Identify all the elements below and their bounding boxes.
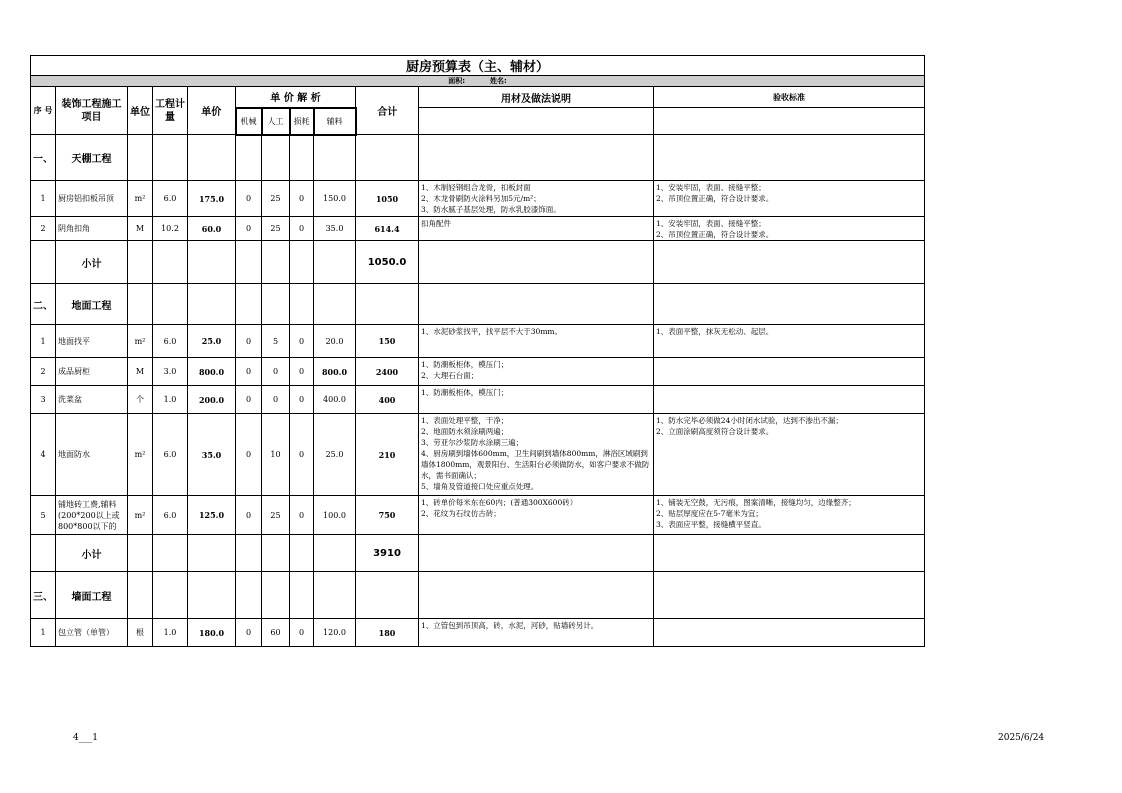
table-row [31,217,925,241]
header-labor: 人工 [262,108,290,135]
item-price: 60.0 [188,217,236,241]
item-price: 200.0 [188,386,236,414]
subtotal-blank-4 [262,241,290,284]
section-blank-6 [314,572,356,619]
table-row [31,386,925,414]
title-row [31,56,925,76]
item-qty: 1.0 [153,619,188,647]
item-aux: 35.0 [314,217,356,241]
item-loss: 0 [290,414,314,496]
item-name: 成品厨柜 [56,358,128,386]
item-aux: 150.0 [314,181,356,217]
section-number: 三、 [31,572,56,619]
item-acceptance [654,358,925,386]
item-price: 35.0 [188,414,236,496]
item-qty: 6.0 [153,414,188,496]
section-blank-7 [356,135,419,181]
item-price: 180.0 [188,619,236,647]
item-total: 400 [356,386,419,414]
item-name: 阴角扣角 [56,217,128,241]
item-total: 210 [356,414,419,496]
section-blank-1 [153,284,188,325]
item-price: 175.0 [188,181,236,217]
section-blank-4 [262,135,290,181]
description-line: 2、地面防水须涂刷两遍； [421,427,509,436]
row-number: 2 [31,217,56,241]
info-row [31,76,925,87]
acceptance-line: 1、防水完毕必须做24小时闭水试验，达到不渗出不漏； [656,416,843,425]
item-price: 125.0 [188,496,236,535]
acceptance-line: 1、表面平整，抹灰无松动、起层。 [656,327,774,336]
budget-table [30,55,925,647]
description-line: 3、劳亚尔沙浆防水涂刷三遍； [421,438,524,447]
description-line: 2、大理石台面； [421,371,479,380]
item-loss: 0 [290,386,314,414]
item-description [419,325,654,358]
section-blank-3 [236,284,262,325]
description-line: 扣角配件 [421,219,451,228]
item-unit: m² [128,496,153,535]
subtotal-row [31,535,925,572]
subtotal-value: 3910 [356,535,419,572]
subtotal-blank-no [31,241,56,284]
description-line: 5、墙角及管道接口处应重点处理。 [421,482,539,491]
section-blank-7 [356,572,419,619]
section-blank-4 [262,284,290,325]
item-loss: 0 [290,217,314,241]
row-number: 1 [31,181,56,217]
section-blank-2 [188,284,236,325]
subtotal-blank-4 [262,535,290,572]
description-line: 1、木制轻钢组合龙骨，扣板封面 [421,183,531,192]
item-qty: 6.0 [153,496,188,535]
item-qty: 6.0 [153,181,188,217]
section-blank-1 [153,572,188,619]
section-number: 一、 [31,135,56,181]
description-line: 1、立管包到吊顶高，砖，水泥，河砂，贴墙砖另计。 [421,621,599,630]
section-title: 地面工程 [56,284,128,325]
row-number: 2 [31,358,56,386]
subtotal-value: 1050.0 [356,241,419,284]
page-number: 4___1 [73,733,98,743]
item-aux: 25.0 [314,414,356,496]
item-description [419,217,654,241]
item-total: 180 [356,619,419,647]
row-number: 5 [31,496,56,535]
header-aux: 辅料 [314,108,356,135]
section-blank-3 [236,572,262,619]
table-row [31,414,925,496]
header-qty: 工程计量 [153,87,188,135]
item-labor: 0 [262,386,290,414]
section-header-row [31,284,925,325]
item-unit: M [128,358,153,386]
subtotal-blank-6 [314,535,356,572]
section-blank-9 [654,572,925,619]
section-blank-2 [188,572,236,619]
subtotal-tail-blank-1 [654,535,925,572]
item-unit: 个 [128,386,153,414]
section-blank-9 [654,284,925,325]
subtotal-row [31,241,925,284]
item-loss: 0 [290,496,314,535]
subtotal-blank-3 [236,241,262,284]
item-acceptance [654,619,925,647]
subtotal-label: 小计 [56,241,128,284]
section-number: 二、 [31,284,56,325]
item-qty: 10.2 [153,217,188,241]
item-name: 地面防水 [56,414,128,496]
row-number: 4 [31,414,56,496]
acceptance-line: 2、吊顶位置正确，符合设计要求。 [656,230,774,239]
section-blank-6 [314,284,356,325]
acceptance-line: 2、吊顶位置正确，符合设计要求。 [656,194,774,203]
row-number: 1 [31,325,56,358]
subtotal-blank-3 [236,535,262,572]
section-blank-8 [419,284,654,325]
sheet-title: 厨房预算表（主、辅材） [31,56,925,76]
item-labor: 25 [262,217,290,241]
info-cell [31,76,925,87]
section-blank-4 [262,572,290,619]
item-machine: 0 [236,217,262,241]
table-row [31,358,925,386]
header-no: 序 号 [31,87,56,135]
description-line: 2、花纹为石纹仿古砖； [421,509,501,518]
item-machine: 0 [236,414,262,496]
header-price: 单价 [188,87,236,135]
acceptance-line: 1、安装牢固，表面、接缝平整； [656,183,766,192]
section-blank-6 [314,135,356,181]
description-line: 1、表面处理平整，干净； [421,416,509,425]
description-line: 2、木龙骨刷防火涂料另加5元/m²； [421,194,541,203]
subtotal-blank-5 [290,535,314,572]
item-description [419,619,654,647]
item-loss: 0 [290,358,314,386]
header-desc-blank [419,108,654,135]
section-blank-0 [128,135,153,181]
description-line: 3、防水腻子基层处理，防水乳胶漆饰面。 [421,205,561,214]
description-line: 1、水泥砂浆找平，找平层不大于30mm。 [421,327,563,336]
table-row [31,325,925,358]
section-blank-0 [128,572,153,619]
item-description [419,414,654,496]
item-aux: 400.0 [314,386,356,414]
item-loss: 0 [290,619,314,647]
item-name: 铺地砖工费,辅料(200*200以上或800*800以下的 [56,496,128,535]
subtotal-blank-1 [153,535,188,572]
item-acceptance [654,325,925,358]
description-line: 4、厨房刷到墙体600mm，卫生间刷到墙体800mm，淋浴区域刷到墙体1800mm，观景阳台、生活阳台必须做防水，如客户要求不做防水，需书面确认； [421,449,650,480]
header-total: 合计 [356,87,419,135]
item-labor: 25 [262,496,290,535]
item-unit: m² [128,414,153,496]
subtotal-blank-1 [153,241,188,284]
acceptance-line: 1、安装牢固，表面、接缝平整； [656,219,766,228]
item-machine: 0 [236,619,262,647]
subtotal-tail-blank-1 [654,241,925,284]
section-header-row [31,572,925,619]
subtotal-blank-0 [128,535,153,572]
print-date: 2025/6/24 [998,733,1045,743]
item-total: 614.4 [356,217,419,241]
item-labor: 25 [262,181,290,217]
area-label: 面积: [448,77,466,85]
item-acceptance [654,181,925,217]
subtotal-blank-0 [128,241,153,284]
section-blank-1 [153,135,188,181]
item-total: 2400 [356,358,419,386]
header-row-1 [31,87,925,108]
section-title: 天棚工程 [56,135,128,181]
item-description [419,386,654,414]
acceptance-line: 3、表面应平整，接缝横平竖直。 [656,520,766,529]
table-row [31,619,925,647]
section-blank-8 [419,572,654,619]
item-qty: 1.0 [153,386,188,414]
subtotal-label: 小计 [56,535,128,572]
description-line: 1、砖单价每米东在60内；(普通300X600砖） [421,498,578,507]
item-labor: 5 [262,325,290,358]
header-loss: 损耗 [290,108,314,135]
item-labor: 0 [262,358,290,386]
item-name: 地面找平 [56,325,128,358]
table-row [31,496,925,535]
item-acceptance [654,386,925,414]
item-aux: 20.0 [314,325,356,358]
item-machine: 0 [236,358,262,386]
section-blank-2 [188,135,236,181]
item-total: 750 [356,496,419,535]
subtotal-tail-blank-0 [419,241,654,284]
description-line: 1、防潮板柜体，模压门； [421,360,509,369]
item-total: 1050 [356,181,419,217]
acceptance-line: 2、贴层厚度应在5-7毫米为宜； [656,509,763,518]
header-accept: 验收标准 [654,87,925,108]
item-aux: 120.0 [314,619,356,647]
header-machine: 机械 [236,108,262,135]
item-acceptance [654,496,925,535]
item-price: 800.0 [188,358,236,386]
item-unit: m² [128,181,153,217]
item-loss: 0 [290,181,314,217]
item-name: 厨房铝扣板吊顶 [56,181,128,217]
header-desc: 用材及做法说明 [419,87,654,108]
table-row [31,181,925,217]
row-number: 3 [31,386,56,414]
section-blank-5 [290,572,314,619]
section-blank-5 [290,284,314,325]
item-price: 25.0 [188,325,236,358]
subtotal-blank-no [31,535,56,572]
section-blank-0 [128,284,153,325]
section-title: 墙面工程 [56,572,128,619]
subtotal-blank-5 [290,241,314,284]
item-unit: m² [128,325,153,358]
section-blank-3 [236,135,262,181]
subtotal-tail-blank-0 [419,535,654,572]
section-header-row [31,135,925,181]
header-unit: 单位 [128,87,153,135]
item-description [419,358,654,386]
subtotal-blank-2 [188,535,236,572]
item-machine: 0 [236,496,262,535]
header-project: 装饰工程施工项目 [56,87,128,135]
item-machine: 0 [236,325,262,358]
item-name: 包立管（单管） [56,619,128,647]
name-label: 姓名: [489,77,507,85]
item-unit: M [128,217,153,241]
section-blank-9 [654,135,925,181]
item-machine: 0 [236,386,262,414]
item-qty: 3.0 [153,358,188,386]
subtotal-blank-2 [188,241,236,284]
section-blank-8 [419,135,654,181]
subtotal-blank-6 [314,241,356,284]
item-name: 洗菜盆 [56,386,128,414]
acceptance-line: 2、立面涂刷高度须符合设计要求。 [656,427,774,436]
item-loss: 0 [290,325,314,358]
item-labor: 10 [262,414,290,496]
item-acceptance [654,217,925,241]
item-aux: 100.0 [314,496,356,535]
section-blank-7 [356,284,419,325]
item-machine: 0 [236,181,262,217]
item-labor: 60 [262,619,290,647]
item-aux: 800.0 [314,358,356,386]
header-accept-blank [654,108,925,135]
item-description [419,496,654,535]
description-line: 1、防潮板柜体，模压门； [421,388,509,397]
item-unit: 根 [128,619,153,647]
item-acceptance [654,414,925,496]
acceptance-line: 1、铺装无空鼓，无污痕，图案清晰，接缝均匀，边缘整齐； [656,498,856,507]
section-blank-5 [290,135,314,181]
item-qty: 6.0 [153,325,188,358]
item-total: 150 [356,325,419,358]
header-analysis: 单 价 解 析 [236,87,356,108]
item-description [419,181,654,217]
row-number: 1 [31,619,56,647]
